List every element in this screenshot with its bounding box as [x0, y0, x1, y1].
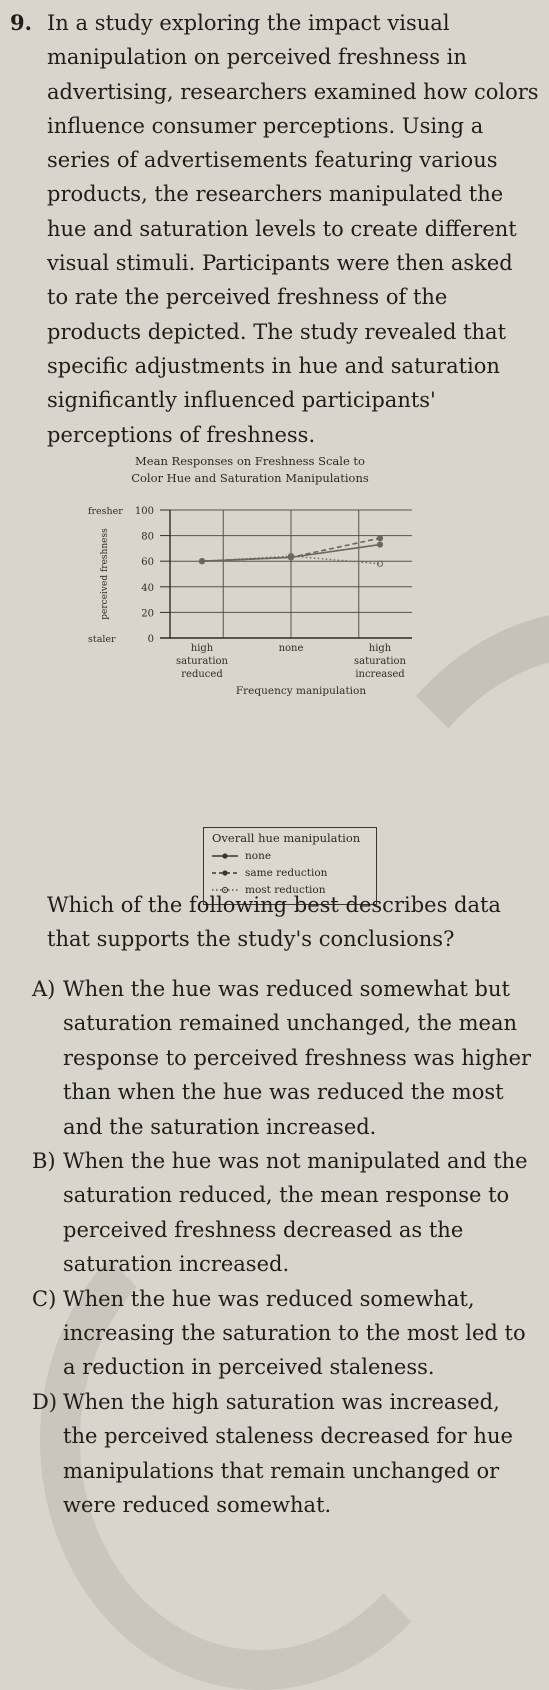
answer-options [10, 972, 540, 1523]
legend-title: Overall hue manipulation [212, 831, 361, 845]
option-letter: B) [32, 1149, 56, 1174]
legend-marker-solid-icon [210, 851, 240, 861]
y-tick-label: 100 [134, 506, 154, 517]
legend-marker-dashed-icon [210, 868, 240, 878]
chart-figure [70, 454, 430, 904]
option-c[interactable] [10, 1282, 540, 1385]
y-tick-label: 40 [141, 582, 154, 594]
option-text: When the hue was not manipulated and the saturation reduced, the mean response to perceived freshness decreased as the saturation increased. [63, 1149, 528, 1277]
y-tick-label: 20 [141, 608, 154, 620]
x-group-label-top: saturation [176, 656, 228, 667]
question-prompt: Which of the following best describes data that supports the study's conclusions? [47, 893, 501, 951]
option-letter: C) [32, 1286, 57, 1311]
chart-title: Mean Responses on Freshness Scale to [135, 454, 365, 468]
question-passage: In a study exploring the impact visual manipulation on perceived freshness in advertising, researchers examined how colors influence consumer perceptions. Using a series of advertisements featuring various products, the researchers manipulated the hue and saturation levels to create different visual stimuli. Participants were then asked to rate the perceived freshness of the products depicted. The study revealed that specific adjustments in hue and saturation significantly influenced participants' perceptions of freshness. [47, 11, 539, 447]
option-d[interactable] [10, 1385, 540, 1523]
legend-item-none [210, 848, 271, 864]
option-a[interactable] [10, 972, 540, 1144]
y-tick-label: 80 [141, 531, 154, 543]
option-text: When the hue was reduced somewhat, increasing the saturation to the most led to a reduction in perceived staleness. [63, 1286, 526, 1380]
option-letter: A) [32, 977, 56, 1001]
x-tick-label: high [190, 643, 214, 654]
data-point [377, 536, 382, 541]
y-axis-bottom-anchor: staler [88, 634, 116, 645]
chart-axes [160, 510, 412, 638]
x-tick-label: high [368, 643, 392, 654]
y-axis-label: perceived freshness [100, 528, 110, 620]
legend-item-same-reduction [210, 865, 327, 881]
x-group-label-top: saturation [354, 656, 406, 667]
x-group-label-bottom: increased [355, 669, 405, 680]
legend-label-most-reduction: most reduction [245, 884, 326, 896]
option-b[interactable] [10, 1144, 540, 1282]
option-text: When the hue was reduced somewhat but saturation remained unchanged, the mean response to perceived freshness was higher than when the hue was reduced the most and the saturation increased. [63, 977, 532, 1139]
chart-subtitle: Color Hue and Saturation Manipulations [131, 471, 369, 485]
option-text: When the high saturation was increased, the perceived staleness decreased for hue manipulations that remain unchanged or were reduced somewhat. [63, 1389, 513, 1518]
data-point [377, 542, 382, 547]
x-group-label-bottom: reduced [181, 669, 223, 680]
line-chart [70, 454, 430, 824]
y-tick-label: 60 [141, 557, 154, 569]
option-letter: D) [32, 1389, 58, 1414]
legend-label-none: none [245, 850, 272, 862]
y-tick-label: 0 [147, 634, 154, 645]
question-number: 9. [10, 10, 32, 35]
legend-label-same-reduction: same reduction [245, 867, 328, 879]
chart-grid [170, 510, 412, 638]
x-axis-label: Frequency manipulation [235, 685, 367, 697]
question-stem [10, 6, 540, 452]
x-tick-label: none [278, 643, 304, 654]
y-axis-top-anchor: fresher [88, 506, 123, 517]
